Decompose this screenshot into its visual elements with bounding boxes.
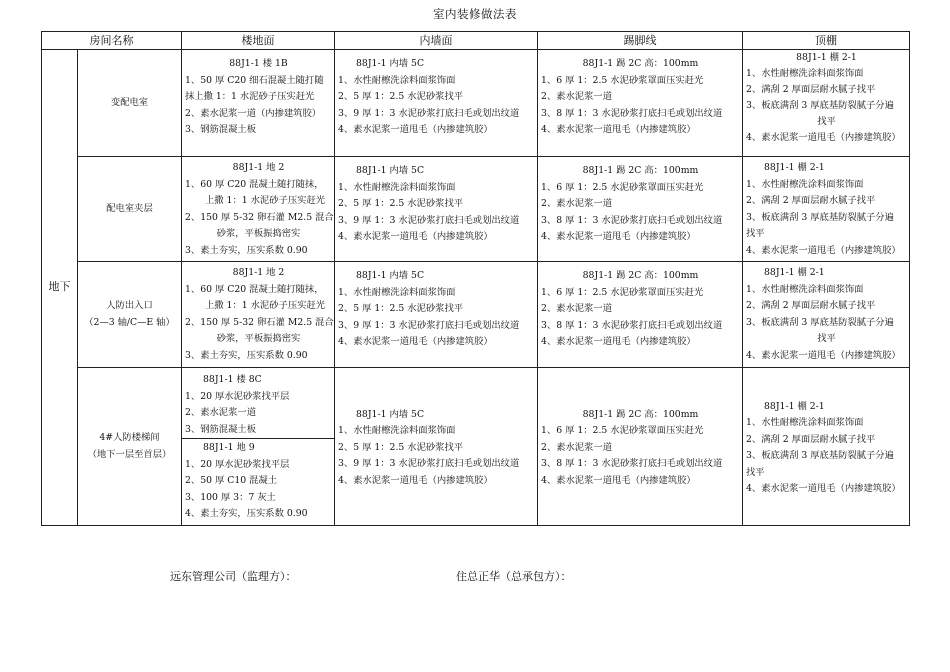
skirting-spec: 88J1-1 踢 2C 高：100mm 1、6 厚 1：2.5 水泥砂浆罩面压实赶光 2、素水泥浆一道 3、8 厚 1：3 水泥砂浆打底扫毛或划出纹道 4、素水泥浆一道甩毛（内掺建筑胶） [538,368,743,526]
ceiling-spec: 88J1-1 棚 2-1 1、水性耐檫洗涂料面浆饰面 2、满刮 2 厚面层耐水腻子找平 3、板底满刮 3 厚底基防裂腻子分遍 找平 4、素水泥浆一道甩毛（内掺建筑胶） [743,368,910,526]
header-row [42,32,910,50]
wall-spec: 88J1-1 内墙 5C 1、水性耐檫洗涂料面浆饰面 2、5 厚 1：2.5 水泥砂浆找平 3、9 厚 1：3 水泥砂浆打底扫毛或划出纹道 4、素水泥浆一道甩毛（内掺建筑胶） [335,262,538,368]
header-ceiling: 顶棚 [743,32,910,50]
finish-schedule-table [41,31,910,526]
wall-spec: 88J1-1 内墙 5C 1、水性耐檫洗涂料面浆饰面 2、5 厚 1：2.5 水泥砂浆找平 3、9 厚 1：3 水泥砂浆打底扫毛或划出纹道 4、素水泥浆一道甩毛（内掺建筑胶） [335,50,538,157]
room-name: 4#人防楼梯间 （地下一层至首层） [78,368,182,526]
header-room-name: 房间名称 [42,32,182,50]
wall-spec: 88J1-1 内墙 5C 1、水性耐檫洗涂料面浆饰面 2、5 厚 1：2.5 水泥砂浆找平 3、9 厚 1：3 水泥砂浆打底扫毛或划出纹道 4、素水泥浆一道甩毛（内掺建筑胶） [335,157,538,262]
table-row [42,262,910,368]
supervisor-signature-label: 远东管理公司（监理方）： [170,570,297,583]
wall-spec: 88J1-1 内墙 5C 1、水性耐檫洗涂料面浆饰面 2、5 厚 1：2.5 水泥砂浆找平 3、9 厚 1：3 水泥砂浆打底扫毛或划出纹道 4、素水泥浆一道甩毛（内掺建筑胶） [335,368,538,526]
ceiling-spec: 88J1-1 棚 2-1 1、水性耐檫洗涂料面浆饰面 2、满刮 2 厚面层耐水腻子找平 3、板底满刮 3 厚底基防裂腻子分遍 找平 4、素水泥浆一道甩毛（内掺建筑胶） [743,157,910,262]
skirting-spec: 88J1-1 踢 2C 高：100mm 1、6 厚 1：2.5 水泥砂浆罩面压实赶光 2、素水泥浆一道 3、8 厚 1：3 水泥砂浆打底扫毛或划出纹道 4、素水泥浆一道甩毛（内掺建筑胶） [538,262,743,368]
ceiling-spec: 88J1-1 棚 2-1 1、水性耐檫洗涂料面浆饰面 2、满刮 2 厚面层耐水腻子找平 3、板底满刮 3 厚底基防裂腻子分遍 找平 4、素水泥浆一道甩毛（内掺建筑胶） [743,262,910,368]
contractor-signature-label: 住总正华（总承包方）： [456,570,572,583]
skirting-spec: 88J1-1 踢 2C 高：100mm 1、6 厚 1：2.5 水泥砂浆罩面压实赶光 2、素水泥浆一道 3、8 厚 1：3 水泥砂浆打底扫毛或划出纹道 4、素水泥浆一道甩毛（内掺建筑胶） [538,50,743,157]
header-skirting: 踢脚线 [538,32,743,50]
table-row [42,368,910,526]
table-row [42,157,910,262]
floor-spec: 88J1-1 地 2 1、60 厚 C20 混凝土随打随抹， 上撒 1：1 水泥砂子压实赶光 2、150 厚 5-32 卵石灌 M2.5 混合 砂浆，平板振捣密实 3、素土夯实，压实系数 0.90 [182,262,335,368]
document-title: 室内装修做法表 [433,7,517,21]
header-floor: 楼地面 [182,32,335,50]
room-name: 变配电室 [78,50,182,157]
room-name: 人防出入口 （2—3 轴/C—E 轴） [78,262,182,368]
floor-level-label: 地下 [42,50,78,526]
header-wall: 内墙面 [335,32,538,50]
floor-spec: 88J1-1 地 2 1、60 厚 C20 混凝土随打随抹， 上撒 1：1 水泥砂子压实赶光 2、150 厚 5-32 卵石灌 M2.5 混合 砂浆，平板振捣密实 3、素土夯实，压实系数 0.90 [182,157,335,262]
skirting-spec: 88J1-1 踢 2C 高：100mm 1、6 厚 1：2.5 水泥砂浆罩面压实赶光 2、素水泥浆一道 3、8 厚 1：3 水泥砂浆打底扫毛或划出纹道 4、素水泥浆一道甩毛（内掺建筑胶） [538,157,743,262]
floor-spec: 88J1-1 楼 8C 1、20 厚水泥砂浆找平层 2、素水泥浆一道 3、钢筋混凝土板 88J1-1 地 9 1、20 厚水泥砂浆找平层 2、50 厚 C10 混凝土 3、100 厚 3：7 灰土 4、素土夯实，压实系数 0.90 [182,368,335,526]
floor-spec: 88J1-1 楼 1B 1、50 厚 C20 细石混凝土随打随 抹上撒 1：1 水泥砂子压实赶光 2、素水泥浆一道（内掺建筑胶） 3、钢筋混凝土板 [182,50,335,157]
ceiling-spec: 88J1-1 棚 2-1 1、水性耐檫洗涂料面浆饰面 2、满刮 2 厚面层耐水腻子找平 3、板底满刮 3 厚底基防裂腻子分遍 找平 4、素水泥浆一道甩毛（内掺建筑胶） [743,50,910,157]
table-row [42,50,910,157]
room-name: 配电室夹层 [78,157,182,262]
